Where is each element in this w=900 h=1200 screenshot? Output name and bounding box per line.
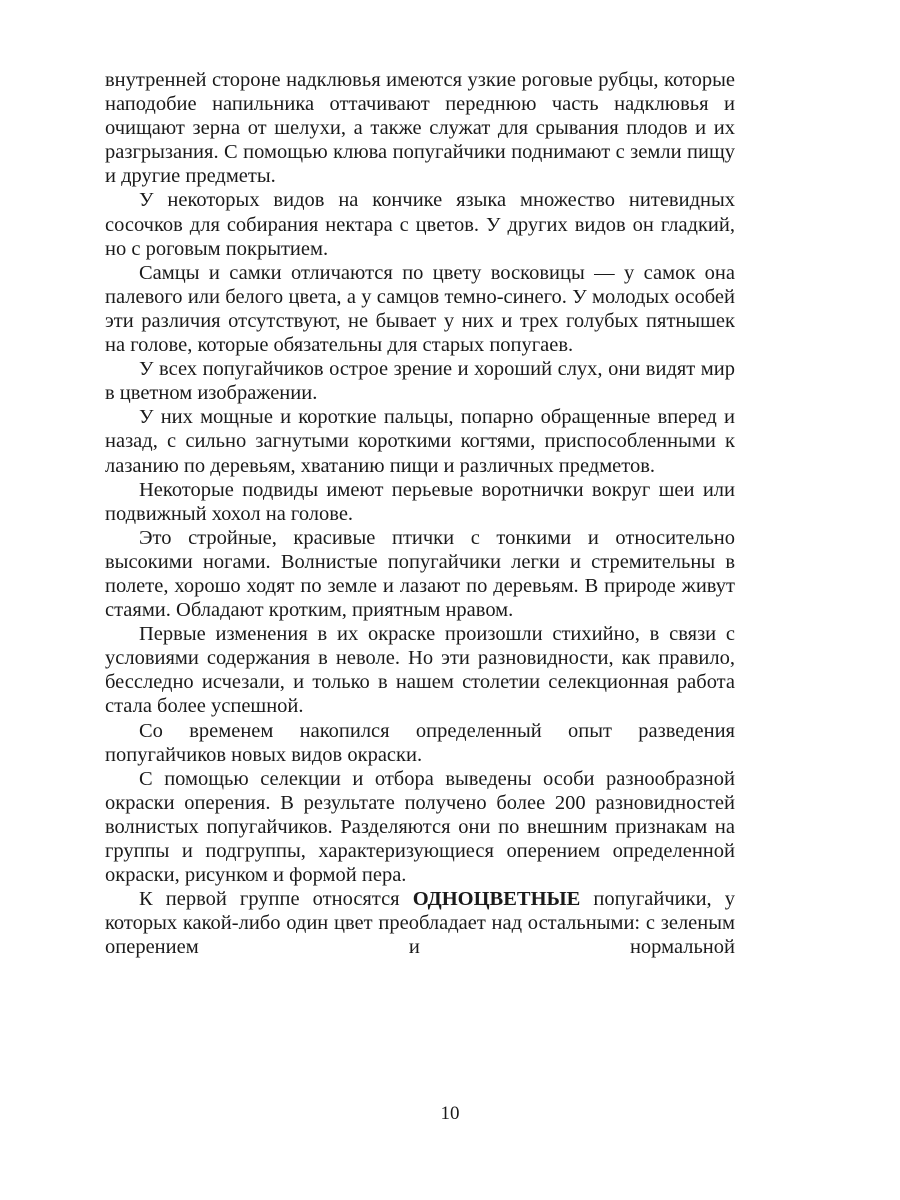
paragraph-4: У всех попугайчиков острое зрение и хороший слух, они видят мир в цветном изображении.	[105, 358, 735, 405]
bold-term: ОДНОЦВЕТНЫЕ	[412, 888, 581, 911]
paragraph-1: внутренней стороне надклювья имеются узкие роговые рубцы, которые наподобие напильника оттачивают переднюю часть надклювья и очищают зерна от шелухи, а также служат для срывания плодов и их разгрызания. С помощью клюва попугайчики поднимают с земли пищу и другие предметы.	[105, 69, 735, 188]
paragraph-3: Самцы и самки отличаются по цвету восковицы — у самок она палевого или белого цвета, а у самцов темно-синего. У молодых особей эти различия отсутствуют, не бывает у них и трех голубых пятнышек на голове, которые обязательны для старых попугаев.	[105, 261, 735, 357]
paragraph-11-end: попугайчики, у которых какой-либо один цвет преобладает над остальными: с зеленым оперением и нормальной	[105, 888, 735, 959]
paragraph-10: С помощью селекции и отбора выведены особи разнообразной окраски оперения. В результате получено более 200 разновидностей волнистых попугайчиков. Разделяются они по внешним признакам на группы и подгруппы, характеризующиеся оперением определенной окраски, рисунком и формой пера.	[105, 767, 735, 887]
paragraph-7: Это стройные, красивые птички с тонкими и относительно высокими ногами. Волнистые попугайчики легки и стремительны в полете, хорошо ходят по земле и лазают по деревьям. В природе живут стаями. Обладают кротким, приятным нравом.	[105, 526, 735, 622]
paragraph-9: Со временем накопился определенный опыт разведения попугайчиков новых видов окраски.	[105, 719, 735, 766]
paragraph-11	[105, 887, 735, 959]
paragraph-11-start: К первой группе относятся	[139, 888, 413, 911]
page-body	[105, 68, 735, 959]
paragraph-6: Некоторые подвиды имеют перьевые воротнички вокруг шеи или подвижный хохол на голове.	[105, 478, 735, 525]
paragraph-2: У некоторых видов на кончике языка множество нитевидных сосочков для собирания нектара с цветов. У других видов он гладкий, но с роговым покрытием.	[105, 189, 735, 260]
page-number: 10	[440, 1103, 460, 1124]
paragraph-8: Первые изменения в их окраске произошли стихийно, в связи с условиями содержания в неволе. Но эти разновидности, как правило, бесследно исчезали, и только в нашем столетии селекционная работа стала более успешной.	[105, 623, 735, 718]
paragraph-5: У них мощные и короткие пальцы, попарно обращенные вперед и назад, с сильно загнутыми короткими когтями, приспособленными к лазанию по деревьям, хватанию пищи и различных предметов.	[105, 406, 735, 477]
